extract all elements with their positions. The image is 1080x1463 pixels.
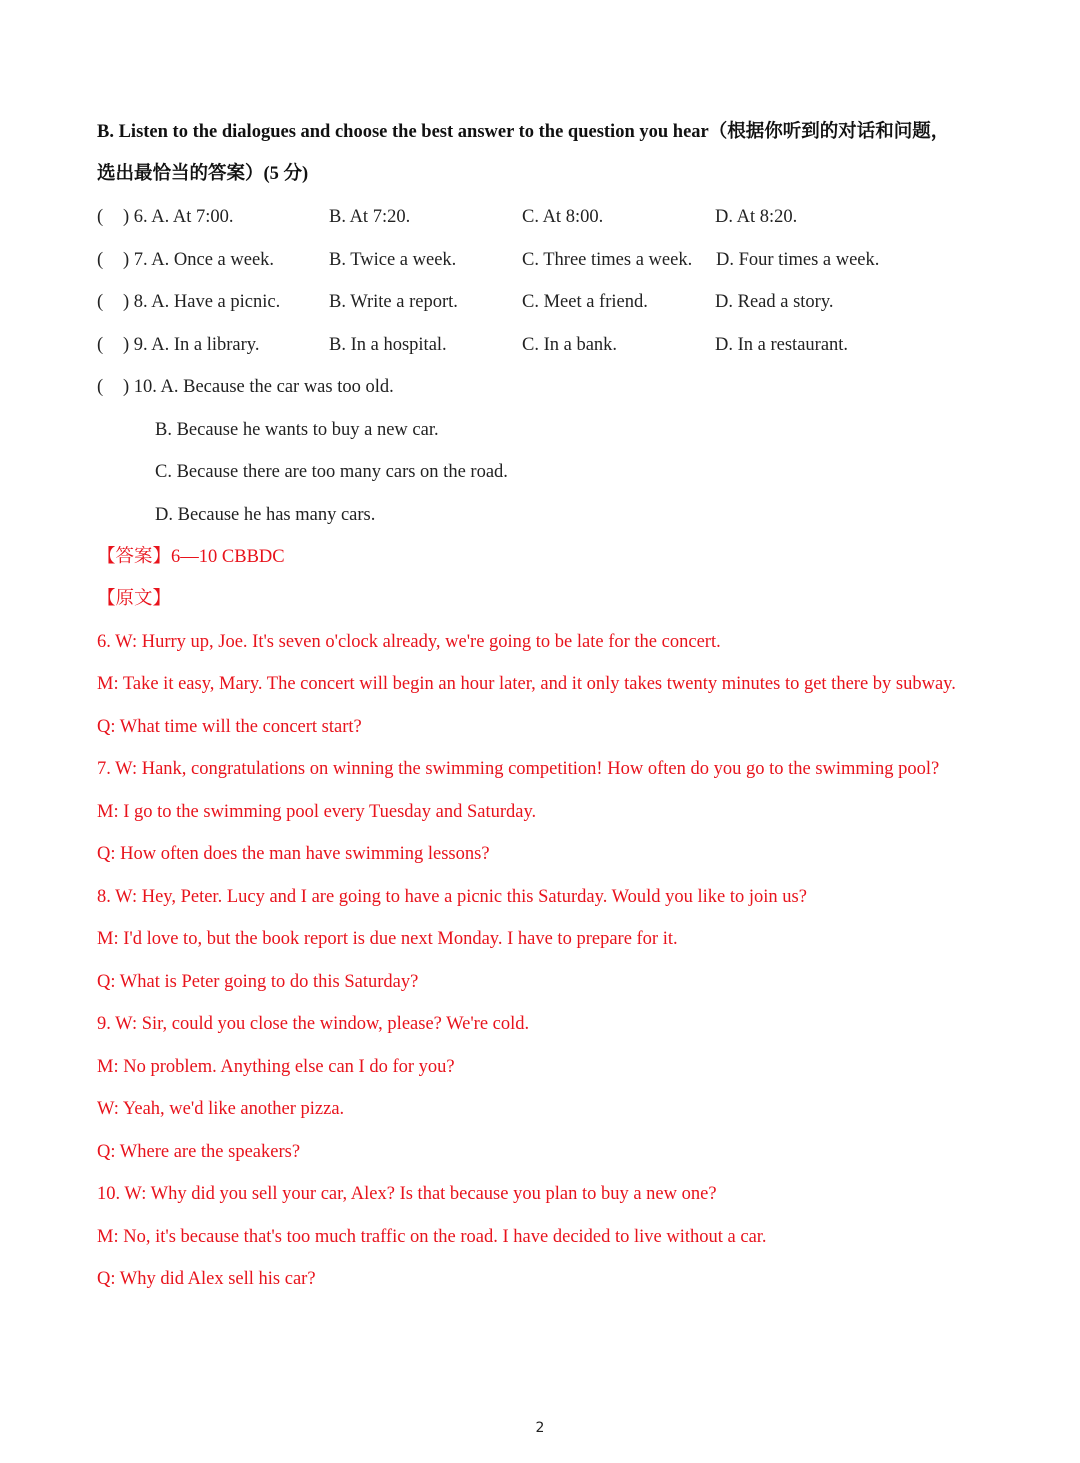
option-d: D. Four times a week. (716, 250, 880, 270)
answer-blank: ( (97, 250, 104, 270)
question-10-option-b: B. Because he wants to buy a new car. (155, 420, 439, 440)
question-text: ) 9. A. In a library. (123, 335, 260, 355)
page-number: 2 (535, 1420, 545, 1436)
transcript-line: Q: Why did Alex sell his car? (97, 1269, 316, 1289)
option-d: D. Read a story. (715, 292, 834, 312)
transcript-line: 6. W: Hurry up, Joe. It's seven o'clock already, we're going to be late for the concert. (97, 632, 721, 652)
transcript-line: 9. W: Sir, could you close the window, please? We're cold. (97, 1014, 530, 1034)
question-text: ) 6. A. At 7:00. (123, 207, 234, 227)
question-10-option-d: D. Because he has many cars. (155, 505, 376, 525)
option-d: D. At 8:20. (715, 207, 798, 227)
transcript-line: M: No, it's because that's too much traffic on the road. I have decided to live without a car. (97, 1227, 767, 1247)
option-c: C. At 8:00. (522, 207, 604, 227)
transcript-label: 【原文】 (97, 589, 172, 609)
question-text: ) 8. A. Have a picnic. (123, 292, 281, 312)
transcript-line: Q: How often does the man have swimming lessons? (97, 844, 490, 864)
option-b: B. At 7:20. (329, 207, 411, 227)
answer-key (97, 548, 285, 567)
transcript-line: Q: Where are the speakers? (97, 1142, 301, 1162)
transcript-line: 7. W: Hank, congratulations on winning the swimming competition! How often do you go to the swimming pool? (97, 759, 940, 779)
section-heading-line1: B. Listen to the dialogues and choose the best answer to the question you hear（根据你听到的对话和问题， (97, 122, 950, 142)
transcript-line: W: Yeah, we'd like another pizza. (97, 1099, 345, 1119)
transcript-line: M: Take it easy, Mary. The concert will begin an hour later, and it only takes twenty minutes to get there by subway. (97, 674, 956, 694)
question-10-option-c: C. Because there are too many cars on the road. (155, 462, 508, 482)
answer-blank: ( (97, 377, 104, 397)
question-text: ) 7. A. Once a week. (123, 250, 275, 270)
question-text: ) 10. A. Because the car was too old. (123, 377, 394, 397)
answer-blank: ( (97, 207, 104, 227)
transcript-line: 8. W: Hey, Peter. Lucy and I are going to have a picnic this Saturday. Would you like to join us? (97, 887, 807, 907)
option-b: B. Twice a week. (329, 250, 457, 270)
option-b: B. Write a report. (329, 292, 458, 312)
transcript-line: M: No problem. Anything else can I do for you? (97, 1057, 455, 1077)
transcript-line: M: I go to the swimming pool every Tuesday and Saturday. (97, 802, 537, 822)
section-heading-line2: 选出最恰当的答案）(5 分) (97, 164, 309, 184)
option-c: C. In a bank. (522, 335, 618, 355)
answer-blank: ( (97, 292, 104, 312)
answer-blank: ( (97, 335, 104, 355)
transcript-line: Q: What time will the concert start? (97, 717, 362, 737)
answer-label: 【答案】 (97, 547, 172, 567)
transcript-line: 10. W: Why did you sell your car, Alex? Is that because you plan to buy a new one? (97, 1184, 717, 1204)
transcript-line: M: I'd love to, but the book report is due next Monday. I have to prepare for it. (97, 929, 678, 949)
option-c: C. Meet a friend. (522, 292, 648, 312)
option-d: D. In a restaurant. (715, 335, 849, 355)
answer-value: 6—10 CBBDC (171, 547, 285, 567)
option-b: B. In a hospital. (329, 335, 447, 355)
option-c: C. Three times a week. (522, 250, 693, 270)
transcript-line: Q: What is Peter going to do this Saturday? (97, 972, 419, 992)
